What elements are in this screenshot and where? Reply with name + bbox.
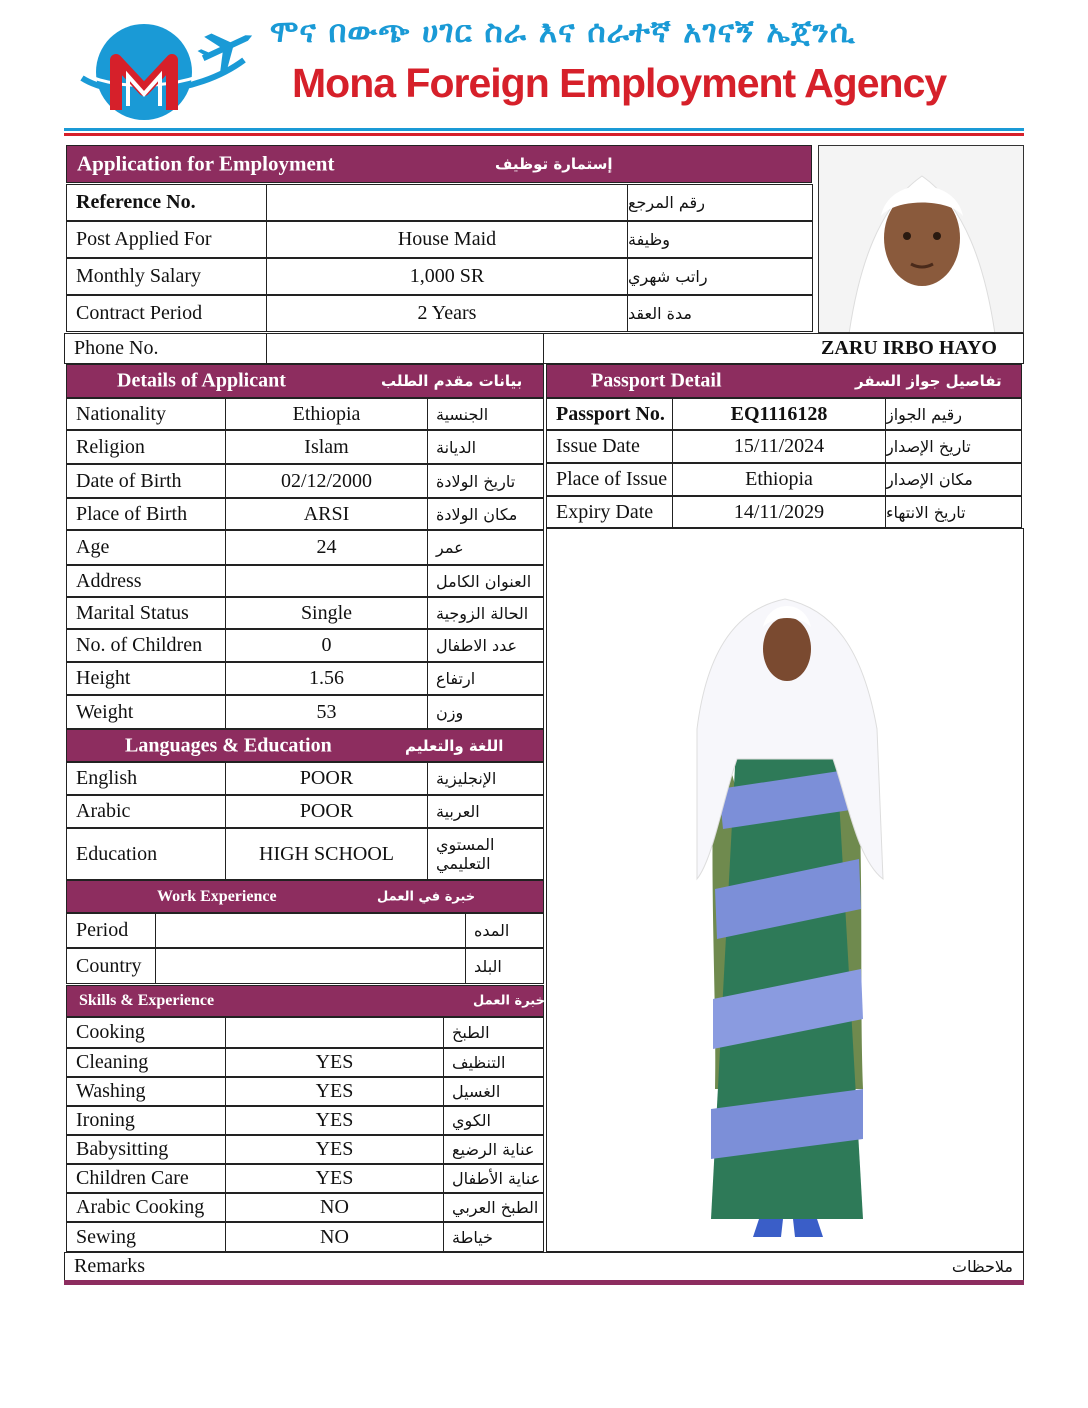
applicant-headshot-photo (818, 145, 1024, 333)
passport-header (546, 364, 1022, 398)
skills-row-value: YES (225, 1106, 444, 1135)
passport-row-value: 15/11/2024 (672, 430, 886, 463)
phone-value (266, 333, 544, 364)
app-row-label-ar: راتب شهري (627, 258, 813, 295)
details-row-value: 02/12/2000 (225, 464, 428, 498)
details-row-label-ar: تاريخ الولادة (427, 464, 544, 498)
header-divider-blue (64, 128, 1024, 131)
application-title-ar: إستمارة توظيف (495, 155, 613, 173)
work-row-value (155, 948, 466, 984)
skills-row-label: Ironing (66, 1106, 226, 1135)
app-row-label-ar: رقم المرجع (627, 184, 813, 221)
passport-row-label-ar: مكان الإصدار (885, 463, 1022, 496)
lang-row-label-ar: الإنجليزية (427, 762, 544, 795)
details-row-label: No. of Children (66, 629, 226, 662)
passport-row-label: Expiry Date (546, 496, 673, 528)
app-row-value: 1,000 SR (266, 258, 628, 295)
app-row-label-ar: وظيفة (627, 221, 813, 258)
details-row-value: 53 (225, 695, 428, 729)
languages-title-ar: اللغة والتعليم (405, 736, 504, 755)
passport-row-value: Ethiopia (672, 463, 886, 496)
passport-row-label: Passport No. (546, 398, 673, 430)
education-ar-line1: المستوي (436, 835, 495, 854)
details-row-label-ar: عمر (427, 530, 544, 565)
details-row-label: Date of Birth (66, 464, 226, 498)
skills-row-label-ar: الكوي (443, 1106, 544, 1135)
work-row-label-ar: المده (465, 913, 544, 948)
passport-row-label-ar: تاريخ الإصدار (885, 430, 1022, 463)
globe-airplane-logo-icon (76, 20, 256, 125)
details-row-label: Age (66, 530, 226, 565)
lang-row-label-ar: العربية (427, 795, 544, 828)
skills-row-label-ar: عناية الرضيع (443, 1135, 544, 1164)
application-header (66, 145, 812, 183)
details-row-value: Single (225, 597, 428, 629)
details-row-label: Nationality (66, 398, 226, 430)
details-row-value: Islam (225, 430, 428, 464)
skills-row-label: Babysitting (66, 1135, 226, 1164)
details-row-value: 0 (225, 629, 428, 662)
skills-row-label-ar: الطبخ (443, 1017, 544, 1048)
app-row-value: House Maid (266, 221, 628, 258)
skills-row-label-ar: خياطة (443, 1222, 544, 1252)
skills-row-label: Arabic Cooking (66, 1193, 226, 1222)
details-row-label: Address (66, 565, 226, 597)
details-row-value: 24 (225, 530, 428, 565)
work-title-en: Work Experience (157, 887, 277, 905)
details-row-label-ar: وزن (427, 695, 544, 729)
lang-row-label: Education (66, 828, 226, 880)
app-row-label: Post Applied For (66, 221, 267, 258)
skills-row-value: NO (225, 1222, 444, 1252)
details-title-en: Details of Applicant (117, 369, 286, 392)
details-row-label-ar: مكان الولادة (427, 498, 544, 530)
skills-row-value: NO (225, 1193, 444, 1222)
applicant-name: ZARU IRBO HAYO (543, 333, 1024, 364)
details-row-label-ar: عدد الاطفال (427, 629, 544, 662)
skills-row-label-ar: الغسيل (443, 1077, 544, 1106)
details-row-value (225, 565, 428, 597)
skills-row-value: YES (225, 1077, 444, 1106)
skills-row-label: Cleaning (66, 1048, 226, 1077)
languages-header (66, 729, 544, 762)
app-row-label: Reference No. (66, 184, 267, 221)
app-row-label-ar: مدة العقد (627, 295, 813, 332)
details-row-label-ar: ارتفاع (427, 662, 544, 695)
lang-row-value: HIGH SCHOOL (225, 828, 428, 880)
skills-row-label: Washing (66, 1077, 226, 1106)
passport-row-value: 14/11/2029 (672, 496, 886, 528)
lang-row-value: POOR (225, 795, 428, 828)
application-title-en: Application for Employment (77, 151, 335, 176)
skills-row-label: Sewing (66, 1222, 226, 1252)
details-row-value: 1.56 (225, 662, 428, 695)
education-ar-line2: التعليمي (436, 854, 491, 873)
details-header (66, 364, 544, 398)
skills-row-label: Cooking (66, 1017, 226, 1048)
details-row-label: Religion (66, 430, 226, 464)
remarks-row (64, 1252, 1024, 1280)
app-row-label: Monthly Salary (66, 258, 267, 295)
applicant-full-body-photo (546, 528, 1024, 1252)
details-row-label-ar: الجنسية (427, 398, 544, 430)
work-row-label: Country (66, 948, 156, 984)
skills-header (66, 985, 544, 1017)
remarks-label: Remarks (74, 1255, 146, 1277)
agency-name-amharic: ሞና በውጭ ሀገር ስራ እና ሰራተኛ አገናኝ ኤጀንሲ (270, 14, 856, 50)
details-row-label-ar: الديانة (427, 430, 544, 464)
skills-row-label-ar: عناية الأطفال (443, 1164, 544, 1193)
skills-row-value (225, 1017, 444, 1048)
lang-row-label: English (66, 762, 226, 795)
work-row-value (155, 913, 466, 948)
passport-title-ar: تفاصيل جواز السفر (855, 372, 1002, 390)
header-divider-red (64, 133, 1024, 136)
skills-title-en: Skills & Experience (79, 992, 215, 1009)
lang-row-value: POOR (225, 762, 428, 795)
details-row-label: Place of Birth (66, 498, 226, 530)
work-row-label-ar: البلد (465, 948, 544, 984)
footer-bar (64, 1280, 1024, 1285)
details-row-value: ARSI (225, 498, 428, 530)
passport-row-label: Issue Date (546, 430, 673, 463)
skills-title-ar: خبرة العمل (473, 993, 545, 1009)
phone-label: Phone No. (64, 333, 267, 364)
skills-row-label-ar: الطبخ العربي (443, 1193, 544, 1222)
skills-row-value: YES (225, 1048, 444, 1077)
lang-row-label-ar (427, 828, 544, 880)
skills-row-value: YES (225, 1135, 444, 1164)
passport-row-label: Place of Issue (546, 463, 673, 496)
work-row-label: Period (66, 913, 156, 948)
skills-row-label: Children Care (66, 1164, 226, 1193)
agency-name-english: Mona Foreign Employment Agency (292, 60, 947, 106)
details-row-label-ar: العنوان الكامل (427, 565, 544, 597)
app-row-value (266, 184, 628, 221)
passport-row-label-ar: رقيم الجواز (885, 398, 1022, 430)
remarks-label-ar: ملاحظات (951, 1257, 1013, 1276)
details-title-ar: بيانات مقدم الطلب (381, 372, 523, 390)
languages-title-en: Languages & Education (125, 734, 332, 756)
app-row-label: Contract Period (66, 295, 267, 332)
passport-row-label-ar: تاريخ الانتهاء (885, 496, 1022, 528)
work-header (66, 880, 544, 913)
details-row-label: Weight (66, 695, 226, 729)
details-row-label: Height (66, 662, 226, 695)
details-row-value: Ethiopia (225, 398, 428, 430)
details-row-label-ar: الحالة الزوجية (427, 597, 544, 629)
skills-row-value: YES (225, 1164, 444, 1193)
lang-row-label: Arabic (66, 795, 226, 828)
app-row-value: 2 Years (266, 295, 628, 332)
passport-row-value: EQ1116128 (672, 398, 886, 430)
passport-title-en: Passport Detail (591, 369, 722, 392)
work-title-ar: خبرة في العمل (377, 889, 476, 904)
details-row-label: Marital Status (66, 597, 226, 629)
skills-row-label-ar: التنظيف (443, 1048, 544, 1077)
